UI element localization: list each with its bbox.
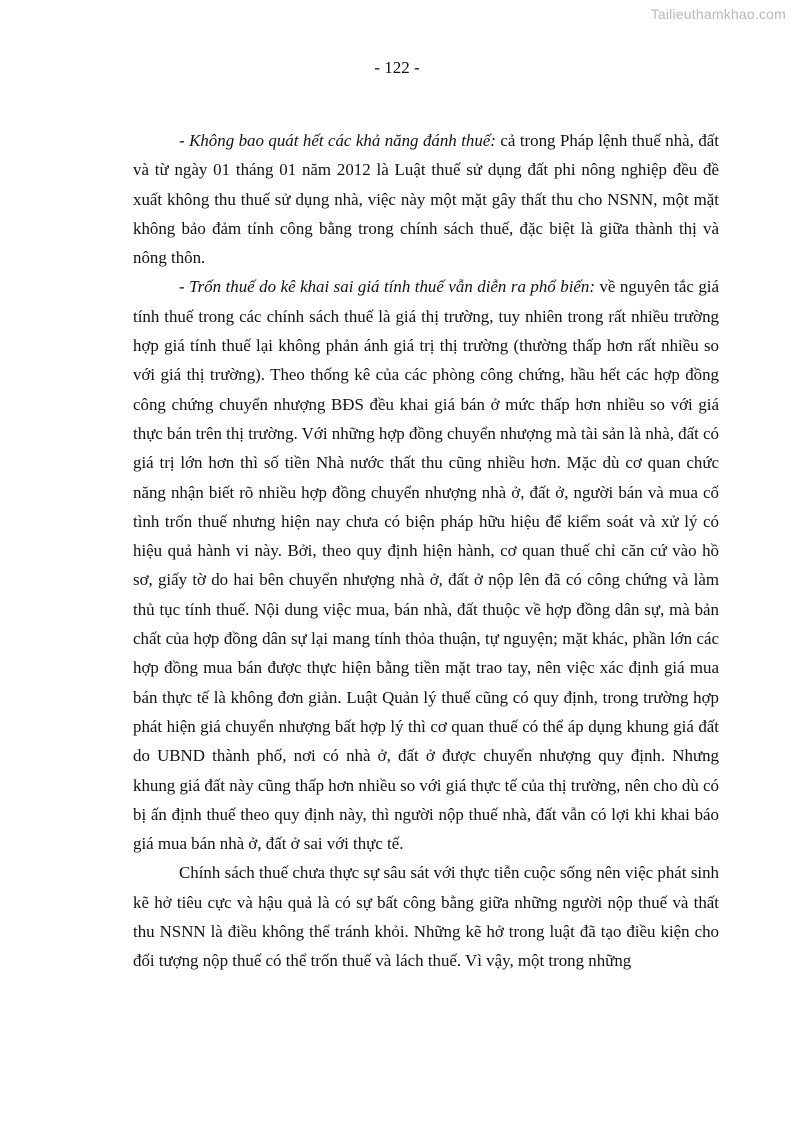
document-body [133, 126, 719, 976]
watermark-text: Tailieuthamkhao.com [650, 6, 786, 22]
page-number: - 122 - [374, 58, 420, 77]
paragraph-lead: - Trốn thuế do kê khai sai giá tính thuế vẫn diễn ra phổ biến: [179, 277, 595, 297]
paragraph-text: về nguyên tắc giá tính thuế trong các chính sách thuế là giá thị trường, tuy nhiên trong rất nhiều trường hợp giá tính thuế lại không phản ánh giá trị thị trường (thường thấp hơn rất nhiều so với giá thị trường). Theo thống kê của các phòng công chứng, hầu hết các hợp đồng công chứng chuyển nhượng BĐS đều khai giá bán ở mức thấp hơn nhiều so với giá thực bán trên thị trường. Với những hợp đồng chuyển nhượng mà tài sản là nhà, đất có giá trị lớn hơn thì số tiền Nhà nước thất thu cũng nhiều hơn. Mặc dù cơ quan chức năng nhận biết rõ nhiều hợp đồng chuyển nhượng nhà ở, đất ở, người bán và mua cố tình trốn thuế nhưng hiện nay chưa có biện pháp hữu hiệu để kiểm soát và xử lý có hiệu quả hành vi này. Bởi, theo quy định hiện hành, cơ quan thuế chỉ căn cứ vào hồ sơ, giấy tờ do hai bên chuyển nhượng nhà ở, đất ở nộp lên đã có công chứng và làm thủ tục tính thuế. Nội dung việc mua, bán nhà, đất thuộc về hợp đồng dân sự, mà bản chất của hợp đồng dân sự lại mang tính thỏa thuận, tự nguyện; mặt khác, phần lớn các hợp đồng mua bán được thực hiện bằng tiền mặt trao tay, nên việc xác định giá mua bán thực tế là không đơn giản. Luật Quản lý thuế cũng có quy định, trong trường hợp phát hiện giá chuyển nhượng bất hợp lý thì cơ quan thuế có thể áp dụng khung giá đất do UBND thành phố, nơi có nhà ở, đất ở được chuyển nhượng quy định. Nhưng khung giá đất này cũng thấp hơn nhiều so với giá thực tế của thị trường, nên cho dù có bị ấn định thuế theo quy định này, thì người nộp thuế nhà, đất vẫn có lợi khi khai báo giá mua bán nhà ở, đất ở sai với thực tế. [133, 277, 719, 854]
paragraph-lead: - Không bao quát hết các khả năng đánh thuế: [179, 131, 496, 150]
paragraph-text: cả trong Pháp lệnh thuế nhà, đất và từ ngày 01 tháng 01 năm 2012 là Luật thuế sử dụng đất phi nông nghiệp đều đề xuất không thu thuế sử dụng nhà, việc này một mặt gây thất thu cho NSNN, một mặt không bảo đảm tính công bằng trong chính sách thuế, đặc biệt là giữa thành thị và nông thôn. [133, 131, 719, 268]
paragraph-untaxed-capacity [133, 126, 719, 272]
paragraph-text: Chính sách thuế chưa thực sự sâu sát với thực tiễn cuộc sống nên việc phát sinh kẽ hở tiêu cực và hậu quả là có sự bất công bằng giữa những người nộp thuế và thất thu NSNN là điều không thể tránh khỏi. Những kẽ hở trong luật đã tạo điều kiện cho đối tượng nộp thuế có thể trốn thuế và lách thuế. Vì vậy, một trong những [133, 863, 719, 971]
paragraph-policy-gaps [133, 858, 719, 975]
paragraph-tax-evasion [133, 272, 719, 858]
